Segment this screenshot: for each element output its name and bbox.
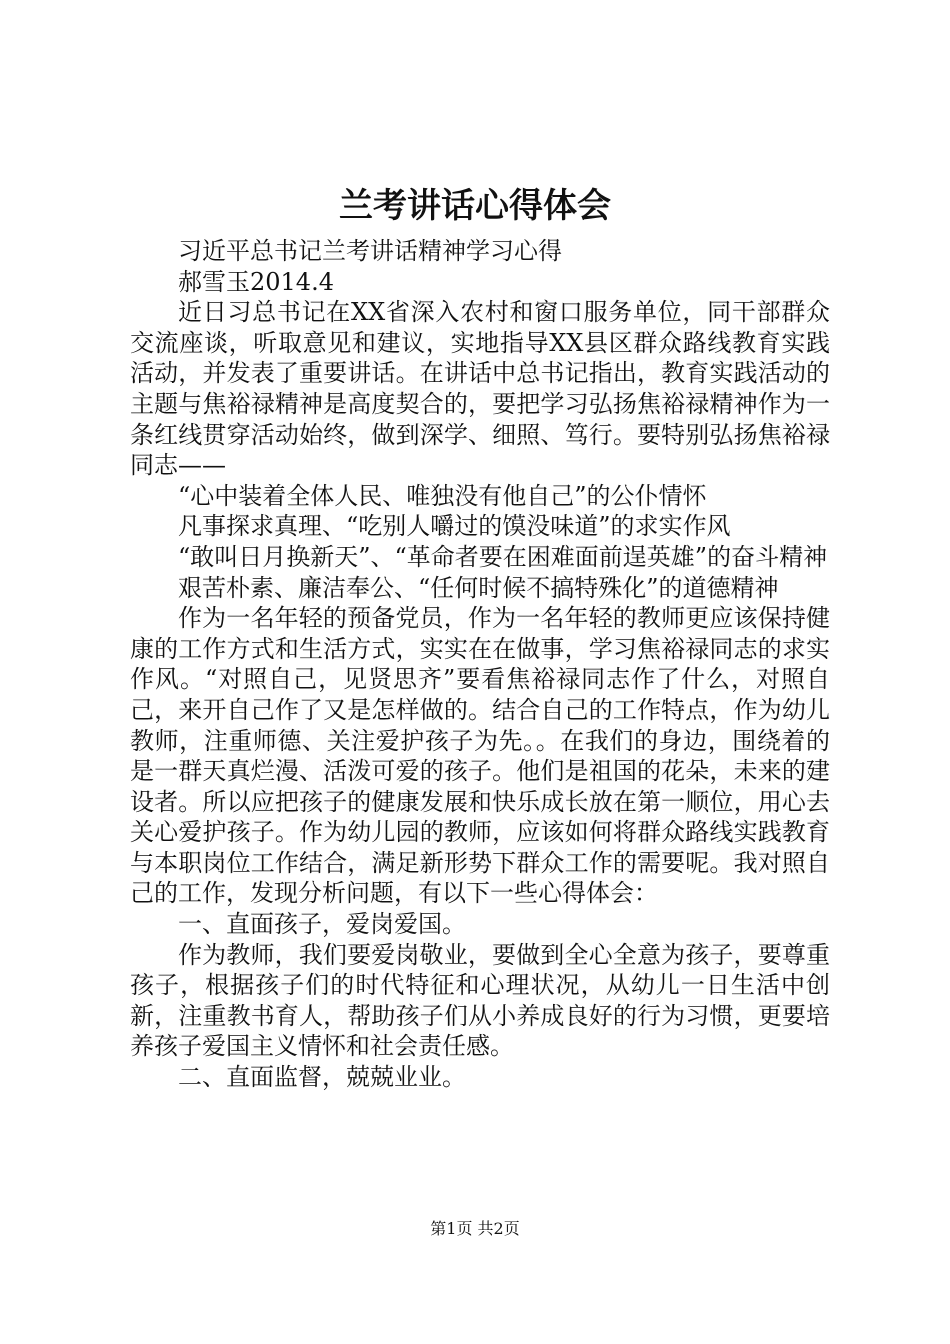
paragraph: 凡事探求真理、“吃别人嚼过的馍没味道”的求实作风 — [178, 512, 731, 541]
paragraph: 作为教师，我们要爱岗敬业，要做到全心全意为孩子，要尊重孩子，根据孩子们的时代特征和心理状况，从幼儿一日生活中创新，注重教书育人，帮助孩子们从小养成良好的行为习惯，更要培养孩子爱国主义情怀和社会责任感。 — [130, 940, 830, 1061]
paragraph: “敢叫日月换新天”、“革命者要在困难面前逞英雄”的奋斗精神 — [178, 542, 828, 571]
paragraph: 近日习总书记在XX省深入农村和窗口服务单位，同干部群众交流座谈，听取意见和建议，实地指导XX县区群众路线教育实践活动，并发表了重要讲话。在讲话中总书记指出，教育实践活动的主题与焦裕禄精神是高度契合的，要把学习弘扬焦裕禄精神作为一条红线贯穿活动始终，做到深学、细照、笃行。要特别弘扬焦裕禄同志—— — [130, 298, 830, 480]
page-footer: 第1页 共2页 — [430, 1219, 520, 1238]
subtitle-line: 习近平总书记兰考讲话精神学习心得 — [178, 237, 562, 265]
section-heading: 一、直面孩子，爱岗爱国。 — [178, 910, 466, 939]
section-heading: 二、直面监督，兢兢业业。 — [178, 1063, 466, 1092]
paragraph: “心中装着全体人民、唯独没有他自己”的公仆情怀 — [178, 481, 707, 510]
paragraph: 作为一名年轻的预备党员，作为一名年轻的教师更应该保持健康的工作方式和生活方式，实实在在做事，学习焦裕禄同志的求实作风。“对照自己，见贤思齐”要看焦裕禄同志作了什么，对照自己，来开自己作了又是怎样做的。结合自己的工作特点，作为幼儿教师，注重师德、关注爱护孩子为先。。在我们的身边，围绕着的是一群天真烂漫、活泼可爱的孩子。他们是祖国的花朵，未来的建设者。所以应把孩子的健康发展和快乐成长放在第一顺位，用心去关心爱护孩子。作为幼儿园的教师，应该如何将群众路线实践教育与本职岗位工作结合，满足新形势下群众工作的需要呢。我对照自己的工作，发现分析问题，有以下一些心得体会： — [130, 604, 830, 908]
author-date-line: 郝雪玉2014.4 — [178, 267, 334, 296]
document-body — [130, 236, 830, 1093]
paragraph: 艰苦朴素、廉洁奉公、“任何时候不搞特殊化”的道德精神 — [178, 573, 779, 602]
document-title: 兰考讲话心得体会 — [339, 186, 611, 226]
